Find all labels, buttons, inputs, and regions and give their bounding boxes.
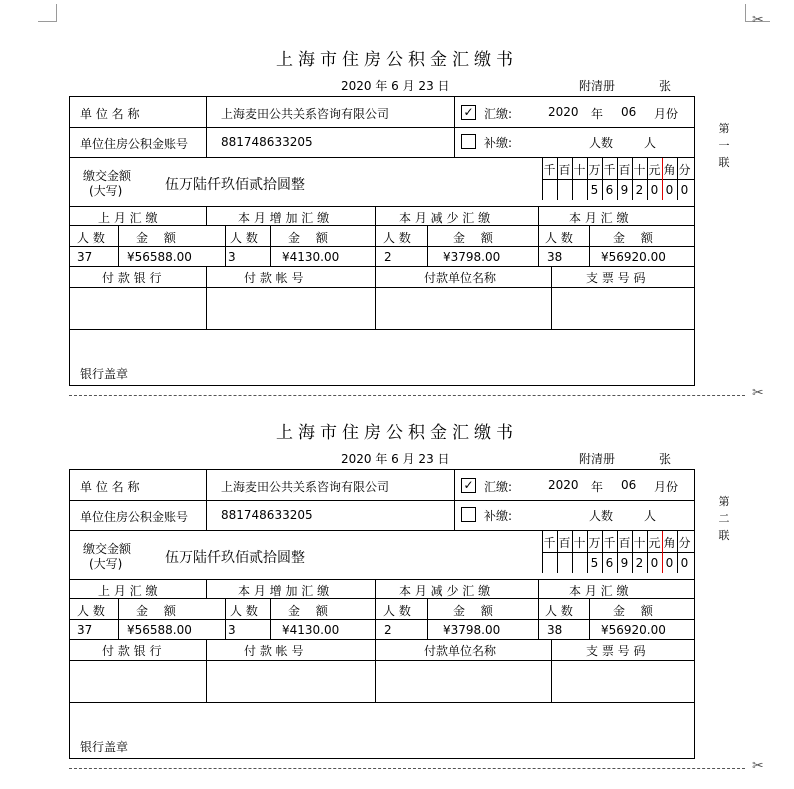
form-title: 上海市住房公积金汇缴书	[276, 50, 518, 70]
count-value: 38	[547, 623, 563, 637]
money-header: 金 额	[453, 231, 499, 245]
year-label: 年	[591, 480, 604, 494]
cheque-number-header: 支 票 号 码	[586, 271, 646, 285]
month-label: 月份	[654, 480, 679, 494]
amount-value: ¥56920.00	[601, 250, 666, 264]
money-header: 金 额	[288, 604, 334, 618]
renshu-label: 人数	[589, 136, 614, 150]
huijiao-year: 2020	[548, 105, 579, 119]
amount-label-sub: (大写)	[89, 557, 123, 571]
huijiao-checkbox[interactable]	[461, 478, 476, 493]
count-value: 3	[228, 250, 236, 264]
amount-in-words: 伍万陆仟玖佰贰拾圆整	[165, 177, 305, 193]
money-header: 金 额	[288, 231, 334, 245]
cut-line	[69, 395, 745, 396]
digit-cell: 2	[635, 556, 644, 570]
crop-mark	[56, 4, 57, 22]
digit-cell: 0	[650, 183, 659, 197]
bujiao-label: 补缴:	[484, 136, 513, 150]
count-value: 37	[77, 250, 93, 264]
digit-header: 千	[543, 163, 556, 177]
digit-header: 元	[648, 163, 661, 177]
form-table	[69, 96, 695, 386]
unit-name-value: 上海麦田公共关系咨询有限公司	[221, 107, 390, 121]
group-decrease: 本 月 减 少 汇 缴	[399, 211, 491, 225]
scissor-icon: ✂	[752, 385, 764, 401]
digit-header: 百	[618, 536, 631, 550]
unit-name-label: 单 位 名 称	[80, 480, 140, 494]
digit-header: 万	[588, 163, 601, 177]
amount-value: ¥56920.00	[601, 623, 666, 637]
digit-cell: 0	[680, 556, 689, 570]
form-title: 上海市住房公积金汇缴书	[276, 423, 518, 443]
attach-label: 附清册	[579, 79, 616, 93]
digit-cell: 0	[680, 183, 689, 197]
count-header: 人 数	[383, 231, 411, 245]
attach-label: 附清册	[579, 452, 616, 466]
digit-cell: 5	[590, 556, 599, 570]
bank-stamp-label: 银行盖章	[80, 367, 129, 381]
payer-name-header: 付款单位名称	[424, 644, 497, 658]
unit-name-label: 单 位 名 称	[80, 107, 140, 121]
bujiao-checkbox[interactable]	[461, 507, 476, 522]
account-label: 单位住房公积金账号	[80, 137, 189, 151]
year-label: 年	[591, 107, 604, 121]
bujiao-checkbox[interactable]	[461, 134, 476, 149]
huijiao-label: 汇缴:	[484, 107, 513, 121]
money-header: 金 额	[136, 231, 182, 245]
bujiao-label: 补缴:	[484, 509, 513, 523]
count-header: 人 数	[230, 231, 258, 245]
amount-label: 缴交金额	[83, 169, 132, 183]
check-icon: ✓	[463, 478, 474, 492]
amount-digit-grid	[542, 158, 694, 200]
money-header: 金 额	[613, 231, 659, 245]
digit-header: 千	[603, 163, 616, 177]
digit-header: 十	[633, 163, 646, 177]
cut-line	[69, 768, 745, 769]
digit-cell: 0	[665, 183, 674, 197]
crop-mark	[745, 4, 746, 22]
amount-label: 缴交金额	[83, 542, 132, 556]
pay-bank-header: 付 款 银 行	[102, 271, 162, 285]
digit-header: 分	[678, 536, 691, 550]
ren-label: 人	[644, 509, 657, 523]
digit-header: 十	[633, 536, 646, 550]
cheque-number-header: 支 票 号 码	[586, 644, 646, 658]
digit-cell: 9	[620, 556, 629, 570]
group-increase: 本 月 增 加 汇 缴	[238, 584, 330, 598]
pay-bank-header: 付 款 银 行	[102, 644, 162, 658]
account-value: 881748633205	[221, 135, 313, 149]
copy-label: 第 二 联	[718, 495, 730, 542]
form-date: 2020 年 6 月 23 日	[341, 452, 450, 466]
amount-label-sub: (大写)	[89, 184, 123, 198]
money-header: 金 额	[136, 604, 182, 618]
count-header: 人 数	[230, 604, 258, 618]
pay-account-header: 付 款 帐 号	[244, 271, 304, 285]
account-label: 单位住房公积金账号	[80, 510, 189, 524]
huijiao-label: 汇缴:	[484, 480, 513, 494]
group-this-month: 本 月 汇 缴	[569, 584, 629, 598]
renshu-label: 人数	[589, 509, 614, 523]
count-header: 人 数	[77, 231, 105, 245]
amount-in-words: 伍万陆仟玖佰贰拾圆整	[165, 550, 305, 566]
huijiao-month: 06	[621, 105, 637, 119]
copy-label: 第 一 联	[718, 122, 730, 169]
digit-header: 万	[588, 536, 601, 550]
group-last-month: 上 月 汇 缴	[98, 584, 158, 598]
group-this-month: 本 月 汇 缴	[569, 211, 629, 225]
amount-value: ¥4130.00	[282, 250, 340, 264]
month-label: 月份	[654, 107, 679, 121]
digit-cell: 6	[605, 183, 614, 197]
group-increase: 本 月 增 加 汇 缴	[238, 211, 330, 225]
digit-cell: 9	[620, 183, 629, 197]
huijiao-checkbox[interactable]	[461, 105, 476, 120]
scissor-icon: ✂	[752, 12, 764, 28]
unit-name-value: 上海麦田公共关系咨询有限公司	[221, 480, 390, 494]
digit-header: 百	[558, 536, 571, 550]
digit-header: 百	[558, 163, 571, 177]
scissor-icon: ✂	[752, 758, 764, 774]
digit-header: 角	[663, 163, 676, 177]
digit-header: 千	[603, 536, 616, 550]
account-value: 881748633205	[221, 508, 313, 522]
amount-value: ¥56588.00	[127, 623, 192, 637]
digit-header: 千	[543, 536, 556, 550]
digit-cell: 0	[650, 556, 659, 570]
amount-value: ¥4130.00	[282, 623, 340, 637]
group-decrease: 本 月 减 少 汇 缴	[399, 584, 491, 598]
count-value: 2	[384, 623, 392, 637]
digit-cell: 6	[605, 556, 614, 570]
count-value: 37	[77, 623, 93, 637]
digit-header: 百	[618, 163, 631, 177]
digit-header: 元	[648, 536, 661, 550]
digit-cell: 2	[635, 183, 644, 197]
amount-value: ¥56588.00	[127, 250, 192, 264]
digit-cell: 5	[590, 183, 599, 197]
digit-header: 角	[663, 536, 676, 550]
form-table	[69, 469, 695, 759]
payer-name-header: 付款单位名称	[424, 271, 497, 285]
count-header: 人 数	[77, 604, 105, 618]
count-header: 人 数	[545, 231, 573, 245]
digit-header: 分	[678, 163, 691, 177]
money-header: 金 额	[453, 604, 499, 618]
huijiao-month: 06	[621, 478, 637, 492]
count-value: 3	[228, 623, 236, 637]
money-header: 金 额	[613, 604, 659, 618]
digit-header: 十	[573, 163, 586, 177]
pay-account-header: 付 款 帐 号	[244, 644, 304, 658]
amount-value: ¥3798.00	[443, 623, 501, 637]
bank-stamp-label: 银行盖章	[80, 740, 129, 754]
amount-value: ¥3798.00	[443, 250, 501, 264]
form-date: 2020 年 6 月 23 日	[341, 79, 450, 93]
attach-unit: 张	[659, 79, 672, 93]
attach-unit: 张	[659, 452, 672, 466]
crop-mark	[38, 21, 57, 22]
count-header: 人 数	[545, 604, 573, 618]
digit-header: 十	[573, 536, 586, 550]
count-value: 2	[384, 250, 392, 264]
digit-cell: 0	[665, 556, 674, 570]
huijiao-year: 2020	[548, 478, 579, 492]
group-last-month: 上 月 汇 缴	[98, 211, 158, 225]
count-header: 人 数	[383, 604, 411, 618]
ren-label: 人	[644, 136, 657, 150]
check-icon: ✓	[463, 105, 474, 119]
count-value: 38	[547, 250, 563, 264]
amount-digit-grid	[542, 531, 694, 573]
